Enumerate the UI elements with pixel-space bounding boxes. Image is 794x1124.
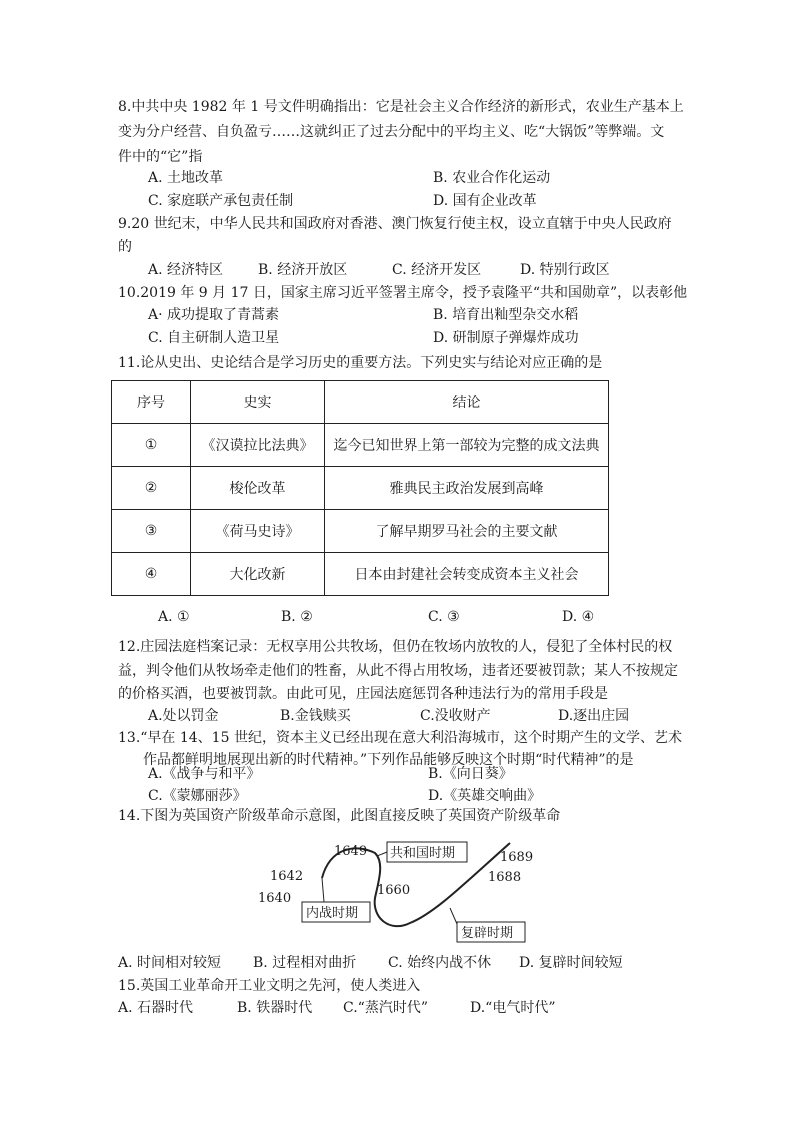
q14-option-d: D. 复辟时间较短	[519, 955, 623, 971]
q11-option-c: C. ③	[428, 609, 460, 625]
q15-option-d: D.“电气时代”	[470, 1000, 556, 1016]
q8-option-b: B. 农业合作化运动	[433, 170, 551, 186]
q12-option-b: B.金钱赎买	[280, 708, 351, 724]
table-row	[112, 424, 609, 467]
table-cell-number: ②	[112, 467, 191, 510]
q12-stem-line-2: 益，判令他们从牧场牵走他们的牲畜，从此不得占用牧场，违者还要被罚款；某人不按规定	[118, 663, 678, 679]
english-revolution-diagram	[250, 828, 550, 950]
q10-option-c: C. 自主研制人造卫星	[148, 330, 280, 346]
table-cell-number: ①	[112, 424, 191, 467]
q8-stem-line-3: 件中的“它”指	[118, 149, 203, 165]
q13-stem-line-1: 13.“早在 14、15 世纪，资本主义已经出现在意大利沿海城市，这个时期产生的文学、艺术	[118, 730, 682, 746]
table-header-number: 序号	[112, 381, 191, 424]
q10-stem-line-1: 10.2019 年 9 月 17 日，国家主席习近平签署主席令，授予袁隆平“共和国勋章”，以表彰他	[118, 285, 688, 301]
q14-option-a: A. 时间相对较短	[118, 955, 222, 971]
pointer-civil-war	[322, 878, 324, 902]
q8-stem-line-1: 8.中共中央 1982 年 1 号文件明确指出：它是社会主义合作经济的新形式，农业生产基本上	[118, 99, 684, 115]
q14-stem-line-1: 14.下图为英国资产阶级革命示意图，此图直接反映了英国资产阶级革命	[118, 808, 561, 824]
table-cell-fact: 《荷马史诗》	[191, 510, 325, 553]
label-republic: 共和国时期	[390, 846, 456, 861]
table-header-row	[112, 381, 609, 424]
q14-option-c: C. 始终内战不休	[388, 955, 492, 971]
q13-option-a: A.《战争与和平》	[148, 766, 261, 782]
q15-stem-line-1: 15.英国工业革命开工业文明之先河，使人类进入	[118, 978, 421, 994]
q12-stem-line-3: 的价格买酒，也要被罚款。由此可见，庄园法庭惩罚各种违法行为的常用手段是	[118, 686, 608, 702]
year-1660: 1660	[377, 883, 411, 898]
table-cell-number: ④	[112, 553, 191, 596]
year-1642: 1642	[270, 869, 304, 884]
q12-option-a: A.处以罚金	[148, 708, 219, 724]
table-cell-conclusion: 了解早期罗马社会的主要文献	[325, 510, 609, 553]
pointer-restoration	[450, 908, 457, 924]
table-cell-fact: 梭伦改革	[191, 467, 325, 510]
q11-stem-line-1: 11.论从史出、史论结合是学习历史的重要方法。下列史实与结论对应正确的是	[118, 355, 603, 371]
q10-option-b: B. 培育出籼型杂交水稻	[433, 307, 579, 323]
table-cell-fact: 《汉谟拉比法典》	[191, 424, 325, 467]
table-row	[112, 510, 609, 553]
q11-option-a: A. ①	[158, 609, 190, 625]
q13-stem-line-2: 作品都鲜明地展现出新的时代精神。”下列作品能够反映这个时期“时代精神”的是	[143, 752, 634, 768]
table-header-conclusion: 结论	[325, 381, 609, 424]
q8-stem-line-2: 变为分户经营、自负盈亏……这就纠正了过去分配中的平均主义、吃“大锅饭”等弊端。文	[118, 124, 665, 140]
q9-option-c: C. 经济开发区	[392, 262, 482, 278]
q11-option-d: D. ④	[562, 609, 595, 625]
q13-option-b: B.《向日葵》	[428, 766, 513, 782]
year-1649: 1649	[334, 844, 368, 859]
label-restoration: 复辟时期	[461, 926, 514, 941]
q13-option-c: C.《蒙娜丽莎》	[148, 788, 247, 804]
year-1689: 1689	[500, 850, 534, 865]
q12-option-d: D.逐出庄园	[558, 708, 630, 724]
q13-option-d: D.《英雄交响曲》	[428, 788, 542, 804]
q12-stem-line-1: 12.庄园法庭档案记录：无权享用公共牧场，但仍在牧场内放牧的人，侵犯了全体村民的权	[118, 639, 673, 655]
table-cell-conclusion: 迄今已知世界上第一部较为完整的成文法典	[325, 424, 609, 467]
q10-option-a: A· 成功提取了青蒿素	[148, 307, 280, 323]
q10-option-d: D. 研制原子弹爆炸成功	[433, 330, 579, 346]
table-cell-conclusion: 日本由封建社会转变成资本主义社会	[325, 553, 609, 596]
q9-stem-line-2: 的	[118, 239, 132, 255]
q9-stem-line-1: 9.20 世纪末，中华人民共和国政府对香港、澳门恢复行使主权，设立直辖于中央人民政府	[118, 216, 672, 232]
label-civil-war: 内战时期	[306, 906, 359, 921]
year-1640: 1640	[258, 891, 292, 906]
q12-option-c: C.没收财产	[420, 708, 491, 724]
q15-option-b: B. 铁器时代	[237, 1000, 313, 1016]
year-1688: 1688	[488, 870, 522, 885]
q8-option-c: C. 家庭联产承包责任制	[148, 193, 294, 209]
q9-option-b: B. 经济开放区	[258, 262, 348, 278]
table-row	[112, 553, 609, 596]
history-facts-table	[111, 380, 609, 596]
table-cell-number: ③	[112, 510, 191, 553]
q9-option-a: A. 经济特区	[148, 262, 224, 278]
q8-option-a: A. 土地改革	[148, 170, 224, 186]
q15-option-c: C.“蒸汽时代”	[343, 1000, 428, 1016]
q14-option-b: B. 过程相对曲折	[253, 955, 357, 971]
table-cell-conclusion: 雅典民主政治发展到高峰	[325, 467, 609, 510]
table-row	[112, 467, 609, 510]
table-cell-fact: 大化改新	[191, 553, 325, 596]
q8-option-d: D. 国有企业改革	[433, 193, 537, 209]
table-header-fact: 史实	[191, 381, 325, 424]
pointer-republic	[377, 852, 387, 856]
q15-option-a: A. 石器时代	[118, 1000, 194, 1016]
q11-option-b: B. ②	[281, 609, 313, 625]
q9-option-d: D. 特别行政区	[520, 262, 610, 278]
